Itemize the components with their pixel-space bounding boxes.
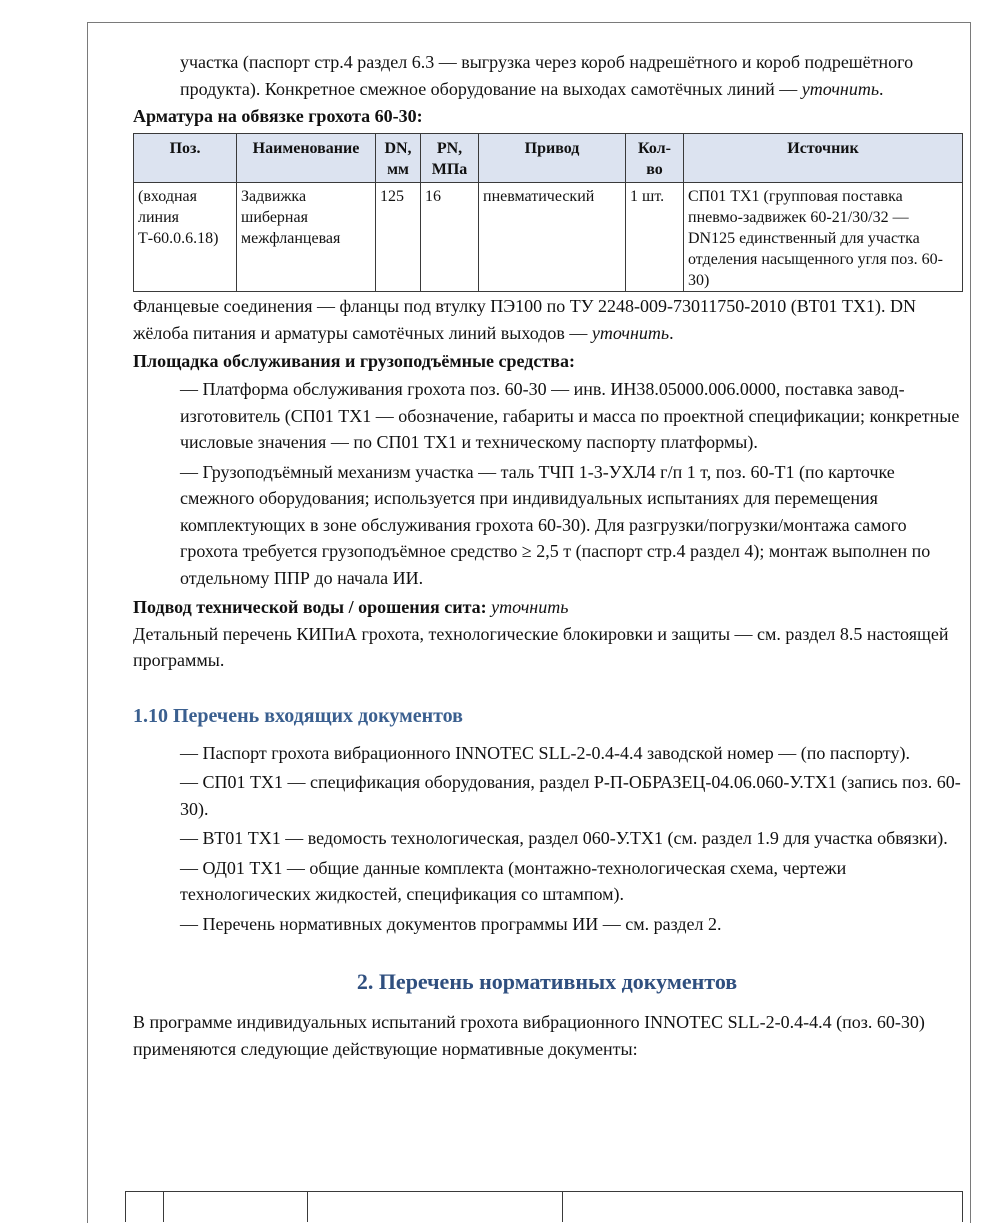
armatura-table [133, 133, 963, 292]
next-table-col-line [125, 1192, 126, 1222]
next-table-col-line [962, 1192, 963, 1222]
cell-drive: пневматический [479, 183, 626, 292]
kip-paragraph: Детальный перечень КИПиА грохота, технологические блокировки и защиты — см. раздел 8.5 настоящей программы. [133, 623, 949, 670]
table-row [134, 183, 963, 292]
doc-item-5: — Перечень нормативных документов программы ИИ — см. раздел 2. [180, 913, 722, 934]
platform-item-2: — Грузоподъёмный механизм участка — таль ТЧП 1-3-УХЛ4 г/п 1 т, поз. 60-Т1 (по карточке смежного оборудования; используется при индивидуальных испытаниях для перемещения комплектующих в зоне обслуживания грохота 60-30). Для разгрузки/погрузки/монтажа самого грохота требуется грузоподъёмное средство ≥ 2,5 т (паспорт стр.4 раздел 4); монтаж выполнен по отдельному ППР до начала ИИ. [180, 461, 931, 588]
col-header-pn: PN, МПа [421, 134, 479, 183]
col-header-source: Источник [684, 134, 963, 183]
intro-end: . [879, 78, 884, 99]
intro-text: участка (паспорт стр.4 раздел 6.3 — выгрузка через короб надрешётного и короб подрешётного продукта). Конкретное смежное оборудование на выходах самотёчных линий — [180, 52, 914, 99]
water-emph: уточнить [491, 597, 569, 617]
cell-source: СП01 ТХ1 (групповая поставка пневмо-задвижек 60-21/30/32 — DN125 единственный для участка отделения насыщенного угля поз. 60-30) [684, 183, 963, 292]
col-header-name: Наименование [237, 134, 376, 183]
water-paragraph [133, 594, 961, 621]
next-table-top-edge [125, 1191, 963, 1222]
intro-emph: уточнить [801, 78, 880, 99]
section-1-10-title: 1.10 Перечень входящих документов [133, 704, 463, 727]
next-table-col-line [562, 1192, 563, 1222]
section-2-text: В программе индивидуальных испытаний грохота вибрационного INNOTEC SLL-2-0.4-4.4 (поз. 60-30) применяются следующие действующие нормативные документы: [133, 1012, 925, 1059]
col-header-dn: DN, мм [376, 134, 421, 183]
col-header-pos: Поз. [134, 134, 237, 183]
flanges-text: Фланцевые соединения — фланцы под втулку ПЭ100 по ТУ 2248-009-73011750-2010 (ВТ01 ТХ1). DN жёлоба питания и арматуры самотёчных линий выходов — [133, 296, 917, 343]
flanges-emph: уточнить [591, 322, 670, 343]
armatura-heading: Арматура на обвязке грохота 60-30: [133, 106, 423, 126]
platform-item-1: — Платформа обслуживания грохота поз. 60-30 — инв. ИН38.05000.006.0000, поставка завод-изготовитель (СП01 ТХ1 — обозначение, габариты и масса по проектной спецификации; конкретные числовые значения — по СП01 ТХ1 и техническому паспорту платформы). [180, 379, 960, 452]
water-heading: Подвод технической воды / орошения сита: [133, 597, 487, 617]
col-header-drive: Привод [479, 134, 626, 183]
doc-item-1: — Паспорт грохота вибрационного INNOTEC SLL-2-0.4-4.4 заводской номер — (по паспорту). [180, 742, 911, 763]
doc-item-3: — ВТ01 ТХ1 — ведомость технологическая, раздел 060-У.ТХ1 (см. раздел 1.9 для участка обвязки). [180, 828, 948, 848]
platform-heading: Площадка обслуживания и грузоподъёмные средства: [133, 351, 575, 371]
document-page [87, 22, 971, 1223]
flanges-end: . [669, 322, 674, 343]
table-header-row [134, 134, 963, 183]
cell-name: Задвижка шиберная межфланцевая [237, 183, 376, 292]
intro-paragraph [180, 49, 961, 102]
cell-dn: 125 [376, 183, 421, 292]
next-table-col-line [307, 1192, 308, 1222]
flanges-paragraph [133, 293, 961, 346]
next-table-col-line [163, 1192, 164, 1222]
doc-item-4: — ОД01 ТХ1 — общие данные комплекта (монтажно-технологическая схема, чертежи технологических жидкостей, спецификация со штампом). [180, 857, 847, 904]
cell-pn: 16 [421, 183, 479, 292]
doc-item-2: — СП01 ТХ1 — спецификация оборудования, раздел Р-П-ОБРАЗЕЦ-04.06.060-У.ТХ1 (запись поз. 60-30). [180, 772, 961, 819]
cell-pos: (входная линия Т-60.0.6.18) [134, 183, 237, 292]
col-header-qty: Кол-во [626, 134, 684, 183]
page-content [133, 49, 961, 1062]
section-2-title: 2. Перечень нормативных документов [356, 969, 738, 994]
cell-qty: 1 шт. [626, 183, 684, 292]
